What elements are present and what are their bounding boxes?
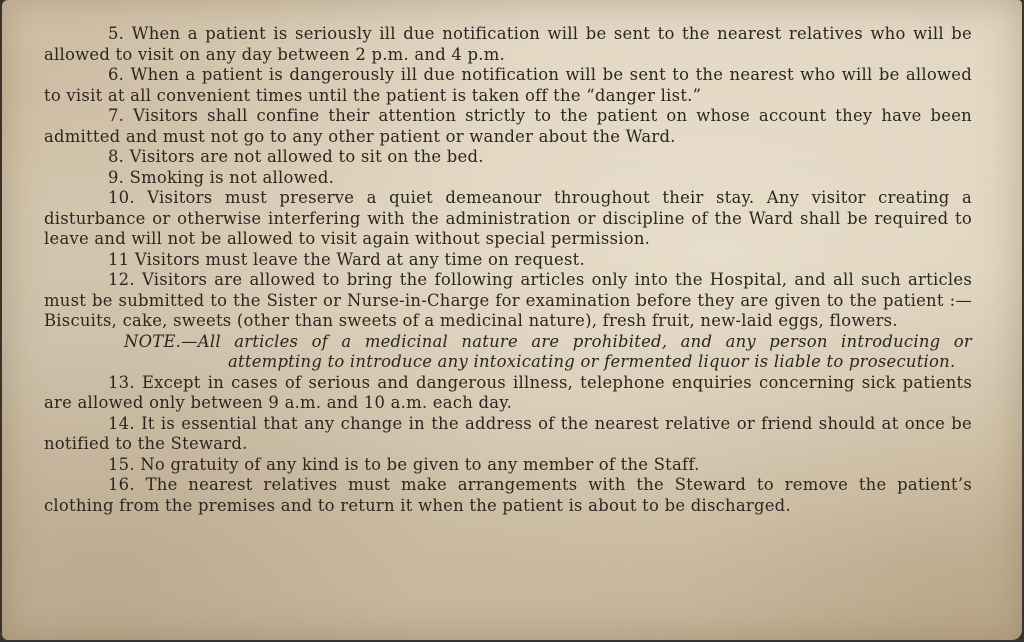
rule-text: Visitors are allowed to bring the following articles only into the Hospital, and all such articles must be submitted to the Sister or Nurse-in-Charge for examination before they are given to the patient :—Biscuits, cake, sweets (other than sweets of a medicinal nature), fresh fruit, new-laid eggs, flowers. xyxy=(44,270,972,330)
rule-11 xyxy=(44,250,972,271)
rule-text: Visitors must leave the Ward at any time on request. xyxy=(134,249,585,269)
rule-10 xyxy=(44,188,972,250)
rule-number: 7. xyxy=(108,106,125,125)
rule-6 xyxy=(44,65,972,106)
rule-text: The nearest relatives must make arrangements with the Steward to remove the patient’s clothing from the premises and to return it when the patient is about to be discharged. xyxy=(44,475,972,515)
rule-number: 14. xyxy=(108,413,135,433)
rule-text: When a patient is seriously ill due notification will be sent to the nearest relatives who will be allowed to visit on any day between 2 p.m. and 4 p.m. xyxy=(44,24,972,64)
rule-text: When a patient is dangerously ill due notification will be sent to the nearest who will be allowed to visit at all convenient times until the patient is taken off the “danger list.” xyxy=(44,65,972,105)
medicinal-note: NOTE.—All articles of a medicinal nature are prohibited, and any person introducing or attempting to introduce any intoxicating or fermented liquor is liable to prosecution. xyxy=(124,331,972,371)
rule-7 xyxy=(44,106,972,147)
rule-12 xyxy=(44,270,972,332)
rule-number: 5. xyxy=(108,24,125,43)
rule-number: 11 xyxy=(108,249,130,269)
rule-13 xyxy=(44,373,972,414)
rules-text-block xyxy=(44,24,972,516)
rule-5 xyxy=(44,24,972,65)
rule-16 xyxy=(44,475,972,516)
rule-text: Visitors shall confine their attention strictly to the patient on whose account they have been admitted and must not go to any other patient or wander about the Ward. xyxy=(44,106,972,146)
rule-number: 12. xyxy=(108,270,135,289)
rule-15 xyxy=(44,455,972,476)
rule-text: Visitors must preserve a quiet demeanour throughout their stay. Any visitor creating a disturbance or otherwise interfering with the administration or discipline of the Ward shall be required to leave and will not be allowed to visit again without special permission. xyxy=(44,188,972,248)
rule-number: 6. xyxy=(108,65,125,84)
rule-number: 16. xyxy=(108,475,135,494)
rule-text: Visitors are not allowed to sit on the bed. xyxy=(129,147,484,166)
rule-text: No gratuity of any kind is to be given to any member of the Staff. xyxy=(140,454,700,474)
rule-text: Smoking is not allowed. xyxy=(129,167,335,187)
rule-9 xyxy=(44,168,972,189)
rule-number: 8. xyxy=(108,147,125,166)
rule-text: Except in cases of serious and dangerous illness, telephone enquiries concerning sick patients are allowed only between 9 a.m. and 10 a.m. each day. xyxy=(44,372,972,412)
rule-number: 13. xyxy=(108,372,135,392)
hospital-rules-card xyxy=(2,0,1022,640)
rule-8 xyxy=(44,147,972,168)
rule-text: It is essential that any change in the address of the nearest relative or friend should at once be notified to the Steward. xyxy=(44,413,972,453)
rule-number: 9. xyxy=(108,167,125,187)
rule-number: 10. xyxy=(108,188,135,207)
rule-14 xyxy=(44,414,972,455)
rule-number: 15. xyxy=(108,454,135,474)
